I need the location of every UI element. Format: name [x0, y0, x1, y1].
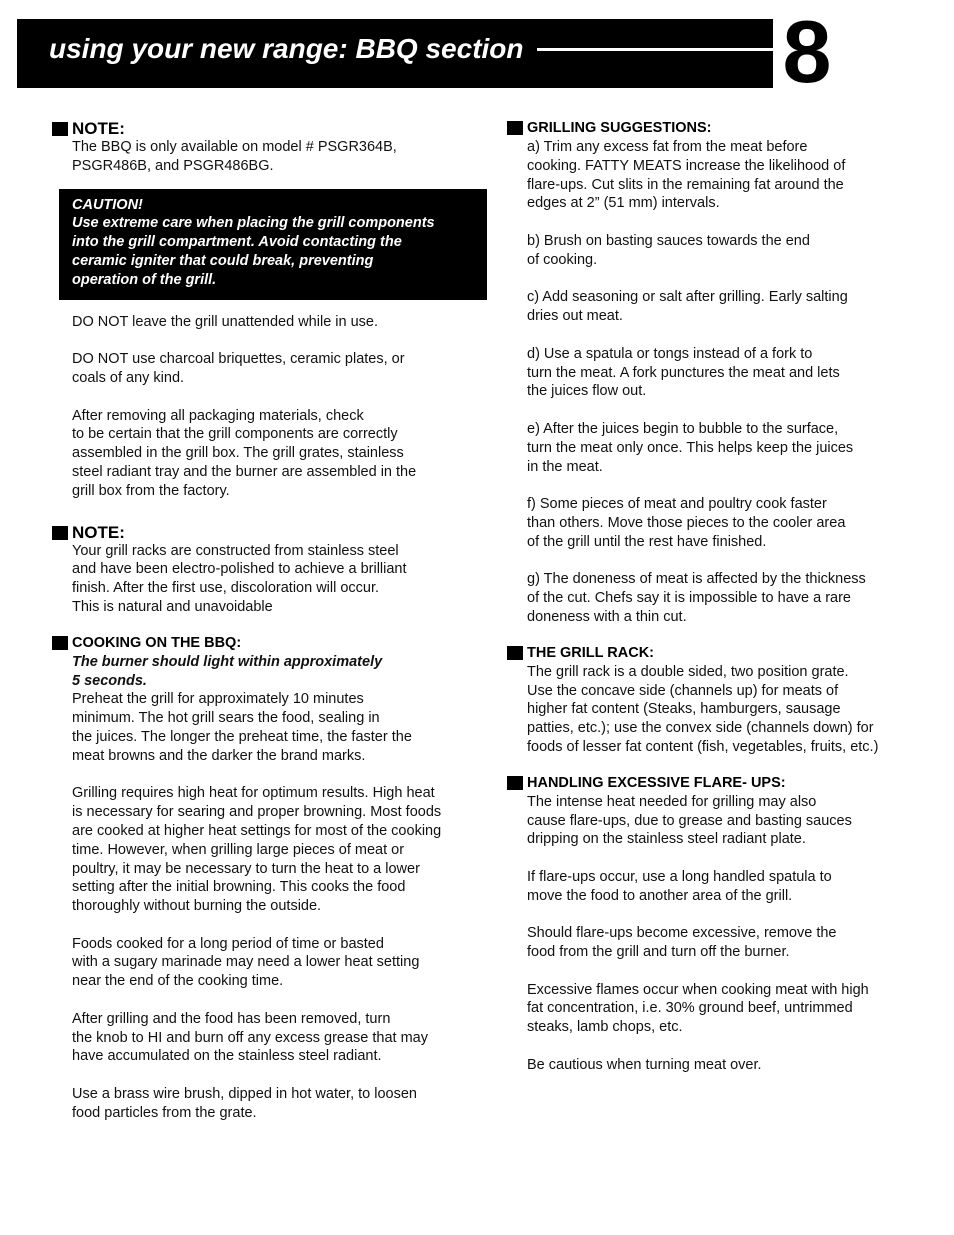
note-heading: NOTE: [52, 119, 492, 138]
right-column [507, 119, 947, 1075]
page-title: using your new range: BBQ section [49, 33, 524, 64]
note-racks-text: Your grill racks are constructed from stainless steel and have been electro-polished to achieve a brilliant finish. After the first use, discoloration will occur. This is natural and unavoidable [72, 542, 407, 615]
suggestion-b: b) Brush on basting sauces towards the end of cooking. [527, 232, 810, 268]
suggestion-e: e) After the juices begin to bubble to the surface, turn the meat only once. This helps keep the juices in the meat. [527, 420, 854, 475]
caution-box: CAUTION! Use extreme care when placing the grill components into the grill compartment. Avoid contacting the ceramic igniter that could break, preventing operation of the grill. [59, 189, 487, 300]
page-header [17, 19, 773, 88]
header-rule [537, 48, 777, 51]
flare-ups-excessive: Should flare-ups become excessive, remove the food from the grill and turn off the burner. [527, 925, 837, 961]
flare-ups-caution: Be cautious when turning meat over. [527, 1056, 762, 1073]
square-bullet-icon [507, 646, 523, 660]
square-bullet-icon [507, 776, 523, 790]
grill-rack-text: The grill rack is a double sided, two position grate. Use the concave side (channels up) for meats of higher fat content (Steaks, hamburgers, sausage patties, etc.); use the convex side (channels down) for foods of lesser fat content (fish, vegetables, fruits, etc.) [527, 663, 879, 755]
square-bullet-icon [52, 122, 68, 136]
suggestion-d: d) Use a spatula or tongs instead of a fork to turn the meat. A fork punctures the meat and lets the juices flow out. [527, 345, 840, 400]
suggestion-f: f) Some pieces of meat and poultry cook faster than others. Move those pieces to the cooler area of the grill until the rest have finished. [527, 496, 846, 550]
note-model-text: The BBQ is only available on model # PSGR364B, PSGR486B, and PSGR486BG. [72, 139, 397, 174]
charcoal-warning: DO NOT use charcoal briquettes, ceramic plates, or coals of any kind. [72, 351, 405, 386]
grilling-suggestions-heading: GRILLING SUGGESTIONS: [507, 119, 947, 138]
caution-title: CAUTION! [72, 196, 143, 213]
flare-ups-spatula: If flare-ups occur, use a long handled spatula to move the food to another area of the grill. [527, 868, 832, 904]
packaging-paragraph: After removing all packaging materials, check to be certain that the grill components are correctly assembled in the grill box. The grill grates, stainless steel radiant tray and the burner are assembled in the grill box from the factory. [72, 407, 417, 499]
burner-light-emphasis: The burner should light within approximately 5 seconds. [72, 653, 383, 689]
suggestion-g: g) The doneness of meat is affected by the thickness of the cut. Chefs say it is impossible to have a rare doneness with a thin cut. [527, 571, 866, 625]
suggestion-c: c) Add seasoning or salt after grilling. Early salting dries out meat. [527, 289, 848, 325]
flare-ups-high-fat: Excessive flames occur when cooking meat with high fat concentration, i.e. 30% ground beef, untrimmed steaks, lamb chops, etc. [527, 981, 869, 1036]
burn-off-paragraph: After grilling and the food has been removed, turn the knob to HI and burn off any excess grease that may have accumulated on the stainless steel radiant. [72, 1010, 429, 1065]
marinade-paragraph: Foods cooked for a long period of time or basted with a sugary marinade may need a lower heat setting near the end of the cooking time. [72, 935, 420, 990]
flare-ups-intro: The intense heat needed for grilling may also cause flare-ups, due to grease and basting sauces dripping on the stainless steel radiant plate. [527, 793, 852, 848]
square-bullet-icon [507, 121, 523, 135]
unattended-warning: DO NOT leave the grill unattended while in use. [72, 313, 379, 330]
page-number: 8 [782, 2, 832, 101]
brush-paragraph: Use a brass wire brush, dipped in hot water, to loosen food particles from the grate. [72, 1086, 417, 1121]
note-heading: NOTE: [52, 523, 492, 542]
square-bullet-icon [52, 526, 68, 540]
square-bullet-icon [52, 636, 68, 650]
high-heat-paragraph: Grilling requires high heat for optimum results. High heat is necessary for searing and proper browning. Most foods are cooked at higher heat settings for most of the cooking time. However, when grilling large pieces of meat or poultry, it may be necessary to turn the heat to a lower setting after the initial browning. This cooks the food thoroughly without burning the outside. [72, 785, 442, 915]
preheat-paragraph: Preheat the grill for approximately 10 minutes minimum. The hot grill sears the food, sealing in the juices. The longer the preheat time, the faster the meat browns and the darker the brand marks. [72, 691, 412, 764]
grill-rack-heading: THE GRILL RACK: [507, 644, 947, 663]
flare-ups-heading: HANDLING EXCESSIVE FLARE- UPS: [507, 774, 947, 793]
left-column [52, 119, 492, 1123]
cooking-heading: COOKING ON THE BBQ: [52, 634, 492, 653]
suggestion-a: a) Trim any excess fat from the meat before cooking. FATTY MEATS increase the likelihood of flare-ups. Cut slits in the remaining fat around the edges at 2” (51 mm) intervals. [527, 139, 846, 212]
